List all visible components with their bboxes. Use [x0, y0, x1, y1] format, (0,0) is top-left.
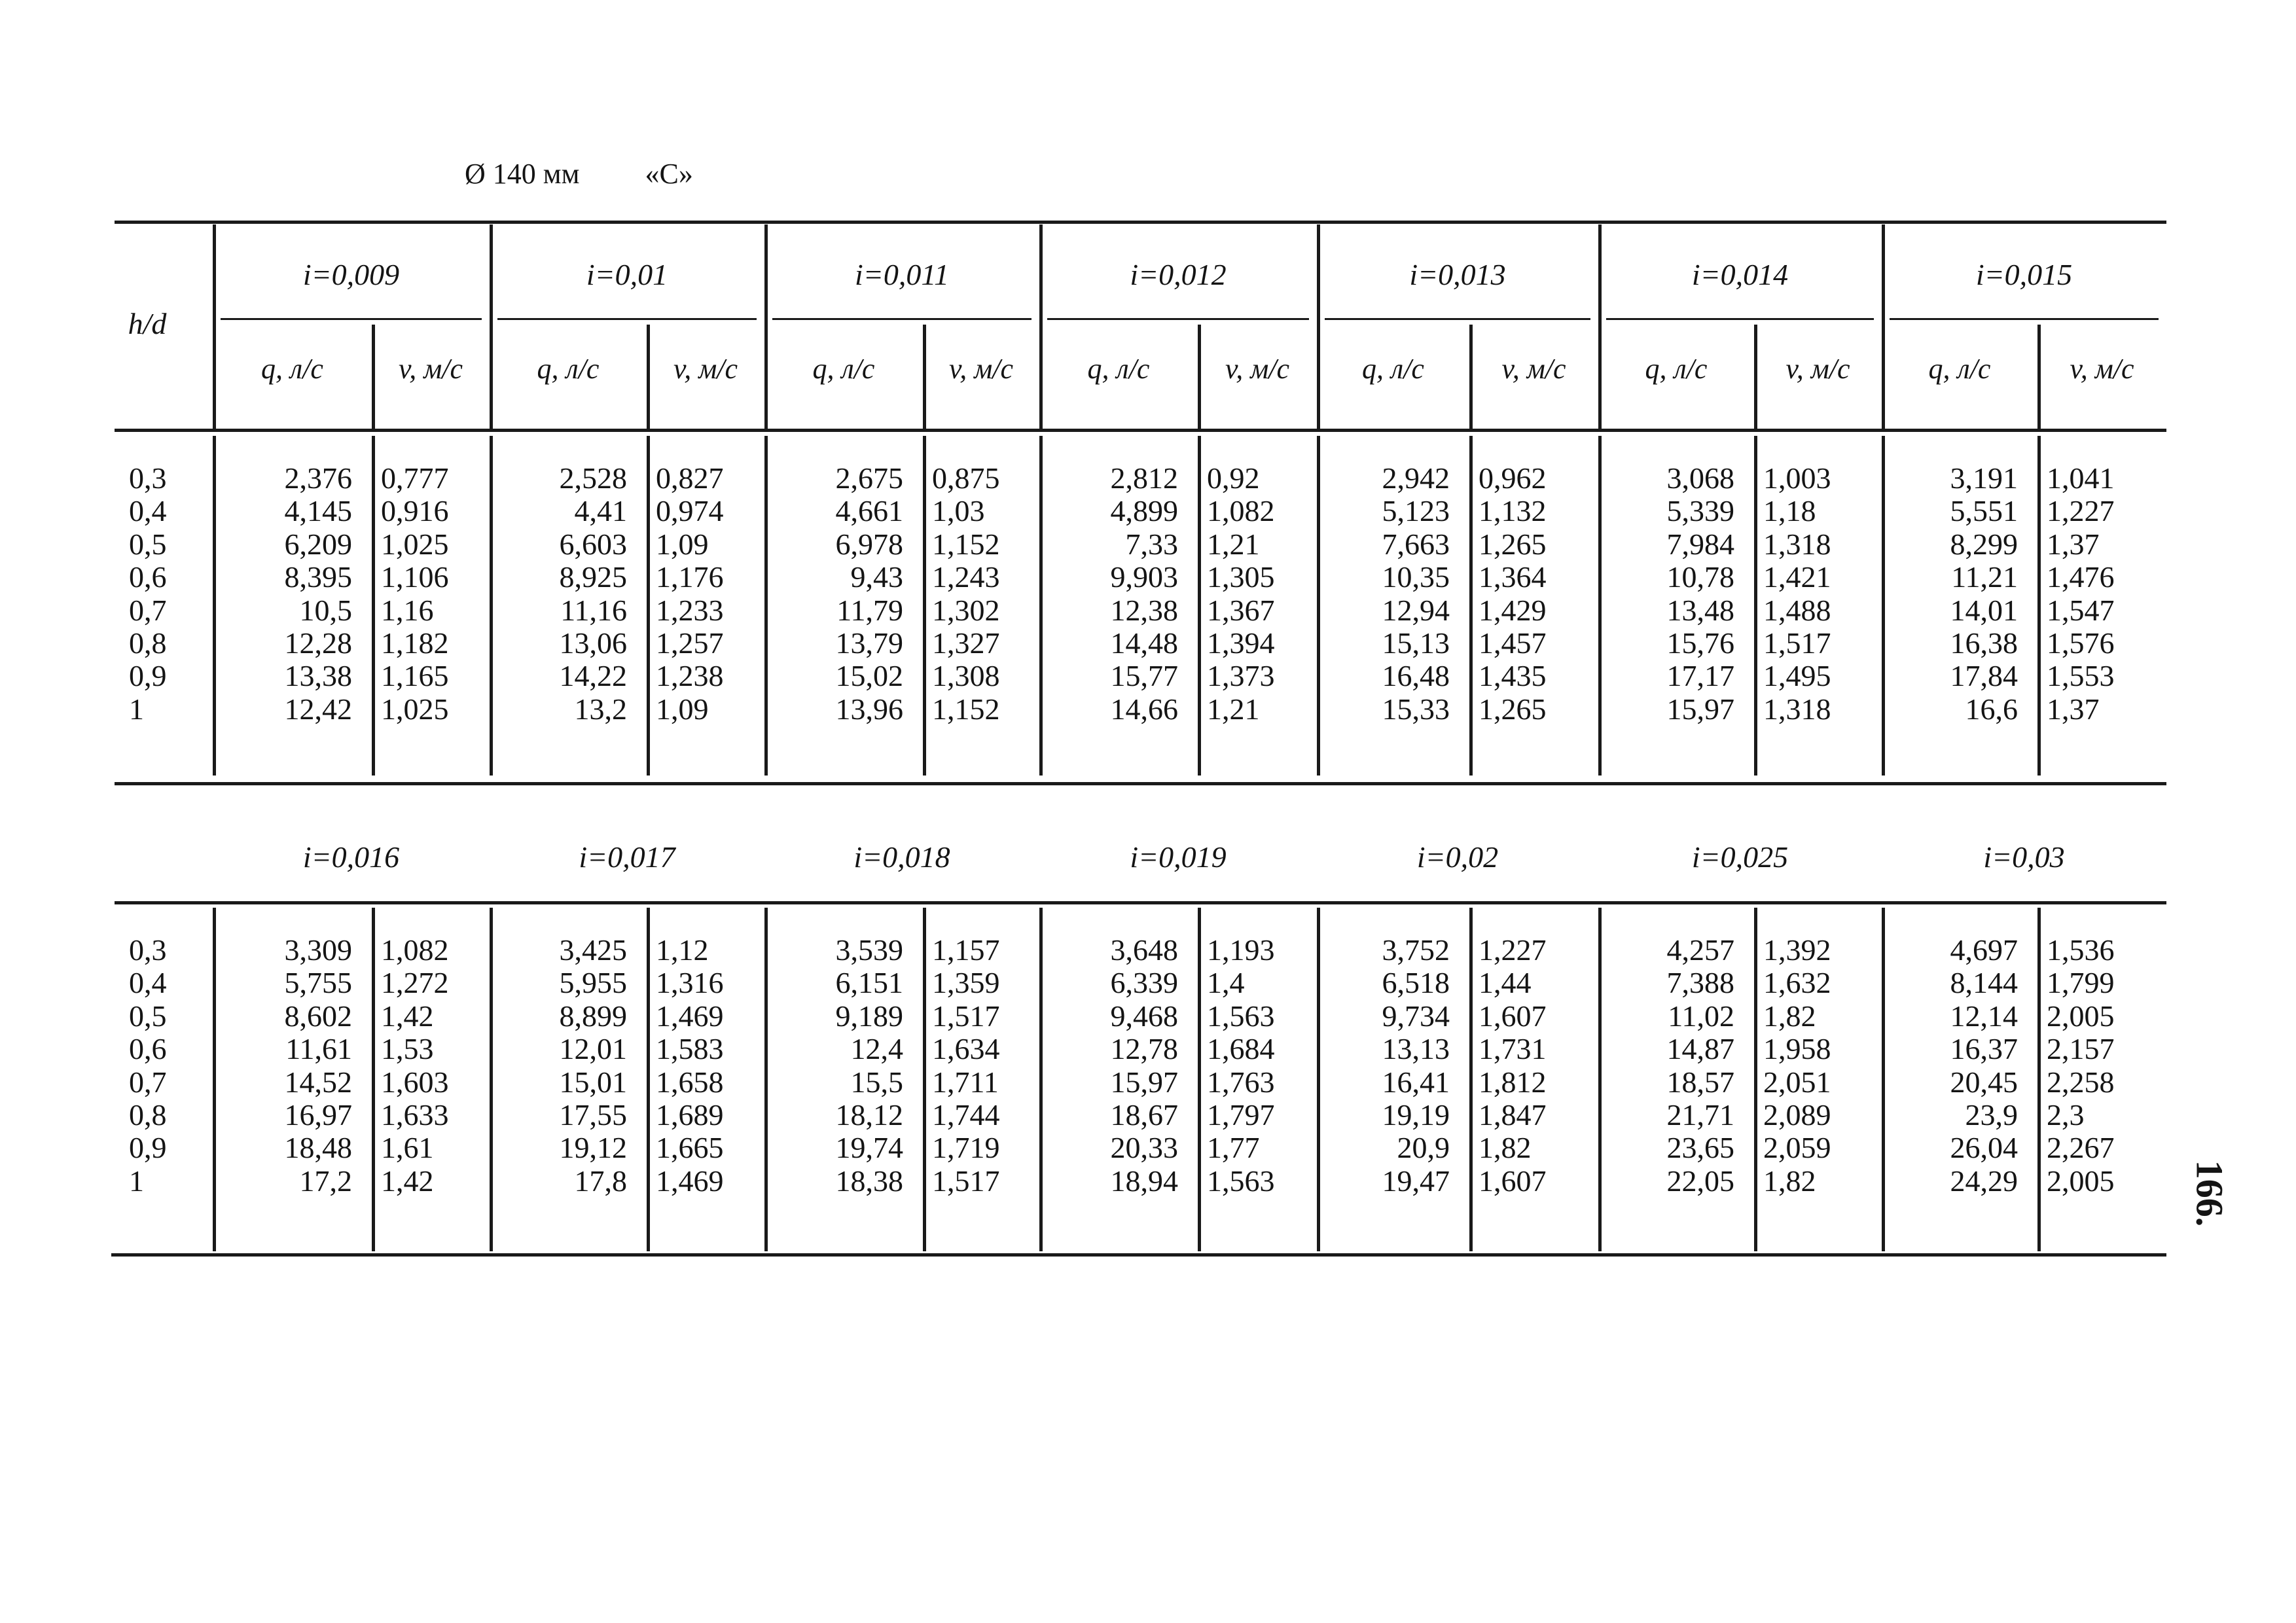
header-subdivider [923, 325, 926, 429]
column-divider [372, 436, 375, 776]
velocity-column: 1,392 1,632 1,82 1,958 2,051 2,089 2,059 1,82 [1763, 933, 1831, 1198]
flow-rate-header: q, л/с [1645, 353, 1708, 385]
flow-rate-column: 3,309 5,755 8,602 11,61 14,52 16,97 18,48 17,2 [284, 933, 352, 1198]
velocity-column: 1,082 1,272 1,42 1,53 1,603 1,633 1,61 1,42 [381, 933, 449, 1198]
velocity-column: 0,777 0,916 1,025 1,106 1,16 1,182 1,165 1,025 [381, 461, 449, 726]
flow-rate-header: q, л/с [1362, 353, 1424, 385]
slope-header: i=0,025 [1691, 840, 1789, 874]
velocity-header: v, м/с [948, 353, 1014, 385]
column-divider [647, 436, 650, 776]
flow-rate-header: q, л/с [1087, 353, 1150, 385]
table-caption [465, 157, 693, 190]
flow-rate-header: q, л/с [261, 353, 323, 385]
column-divider [1198, 436, 1201, 776]
column-divider [213, 436, 216, 776]
top-table-bottom-rule [115, 782, 2166, 785]
header-divider [213, 224, 216, 429]
velocity-column: 1,041 1,227 1,37 1,476 1,547 1,576 1,553 1,37 [2047, 461, 2115, 726]
header-divider [1317, 224, 1320, 429]
velocity-header: v, м/с [1785, 353, 1850, 385]
h-d-column: 0,3 0,4 0,5 0,6 0,7 0,8 0,9 1 [129, 461, 167, 726]
header-subdivider [647, 325, 650, 429]
slope-header: i=0,015 [1975, 258, 2073, 291]
column-divider [923, 908, 926, 1251]
column-divider [1317, 436, 1320, 776]
flow-rate-column: 4,257 7,388 11,02 14,87 18,57 21,71 23,65 22,05 [1666, 933, 1734, 1198]
velocity-column: 1,227 1,44 1,607 1,731 1,812 1,847 1,82 1,607 [1479, 933, 1547, 1198]
slope-header: i=0,02 [1416, 840, 1499, 874]
header-divider [764, 224, 768, 429]
velocity-column: 1,193 1,4 1,563 1,684 1,763 1,797 1,77 1,563 [1207, 933, 1275, 1198]
velocity-column: 0,875 1,03 1,152 1,243 1,302 1,327 1,308 1,152 [932, 461, 1000, 726]
flow-rate-header: q, л/с [537, 353, 600, 385]
velocity-column: 0,962 1,132 1,265 1,364 1,429 1,457 1,435 1,265 [1479, 461, 1547, 726]
header-rule [115, 429, 2166, 432]
header-subdivider [1198, 325, 1201, 429]
column-divider [1598, 908, 1602, 1251]
flow-rate-column: 2,675 4,661 6,978 9,43 11,79 13,79 15,02 13,96 [835, 461, 903, 726]
slope-underline [772, 318, 1031, 320]
header-subdivider [372, 325, 375, 429]
column-divider [213, 908, 216, 1251]
column-divider [490, 908, 493, 1251]
flow-rate-column: 2,528 4,41 6,603 8,925 11,16 13,06 14,22 13,2 [559, 461, 627, 726]
column-divider [1469, 436, 1473, 776]
column-divider [1198, 908, 1201, 1251]
slope-underline [1325, 318, 1590, 320]
slope-header: i=0,016 [302, 840, 400, 874]
column-divider [1754, 908, 1757, 1251]
slope-header: i=0,011 [855, 258, 949, 291]
velocity-header: v, м/с [673, 353, 738, 385]
flow-rate-header: q, л/с [1928, 353, 1991, 385]
bottom-rule [111, 1253, 2166, 1257]
velocity-column: 1,003 1,18 1,318 1,421 1,488 1,517 1,495 1,318 [1763, 461, 1831, 726]
velocity-column: 0,827 0,974 1,09 1,176 1,233 1,257 1,238 1,09 [656, 461, 724, 726]
header-divider [1039, 224, 1043, 429]
slope-underline [1890, 318, 2159, 320]
flow-rate-column: 4,697 8,144 12,14 16,37 20,45 23,9 26,04 24,29 [1950, 933, 2018, 1198]
velocity-column: 1,12 1,316 1,469 1,583 1,658 1,689 1,665 1,469 [656, 933, 724, 1198]
slope-header: i=0,012 [1130, 258, 1227, 291]
column-divider [2037, 908, 2041, 1251]
flow-rate-column: 3,648 6,339 9,468 12,78 15,97 18,67 20,33 18,94 [1110, 933, 1178, 1198]
flow-rate-column: 3,752 6,518 9,734 13,13 16,41 19,19 20,9 19,47 [1382, 933, 1450, 1198]
flow-rate-column: 3,068 5,339 7,984 10,78 13,48 15,76 17,17 15,97 [1666, 461, 1734, 726]
velocity-header: v, м/с [1501, 353, 1566, 385]
column-divider [1754, 436, 1757, 776]
column-divider [764, 908, 768, 1251]
series-mark: «С» [645, 158, 693, 190]
header-divider [490, 224, 493, 429]
velocity-header: v, м/с [1225, 353, 1290, 385]
slope-underline [1606, 318, 1874, 320]
header-subdivider [1754, 325, 1757, 429]
slope-underline [497, 318, 757, 320]
slope-underline [221, 318, 482, 320]
column-divider [1039, 908, 1043, 1251]
flow-rate-column: 2,812 4,899 7,33 9,903 12,38 14,48 15,77 14,66 [1110, 461, 1178, 726]
slope-header: i=0,013 [1409, 258, 1506, 291]
column-divider [490, 436, 493, 776]
header-subdivider [1469, 325, 1473, 429]
velocity-column: 0,92 1,082 1,21 1,305 1,367 1,394 1,373 1,21 [1207, 461, 1275, 726]
velocity-header: v, м/с [2070, 353, 2134, 385]
flow-rate-column: 3,191 5,551 8,299 11,21 14,01 16,38 17,84 16,6 [1950, 461, 2018, 726]
header-divider [1882, 224, 1885, 429]
slope-header: i=0,018 [853, 840, 950, 874]
top-rule [115, 221, 2166, 224]
velocity-column: 1,157 1,359 1,517 1,634 1,711 1,744 1,719 1,517 [932, 933, 1000, 1198]
velocity-column: 1,536 1,799 2,005 2,157 2,258 2,3 2,267 2,005 [2047, 933, 2115, 1198]
page-number: 166. [2188, 1160, 2231, 1227]
header-subdivider [2037, 325, 2041, 429]
column-divider [1882, 436, 1885, 776]
flow-rate-column: 2,942 5,123 7,663 10,35 12,94 15,13 16,48 15,33 [1382, 461, 1450, 726]
column-divider [1039, 436, 1043, 776]
column-divider [2037, 436, 2041, 776]
flow-rate-column: 2,376 4,145 6,209 8,395 10,5 12,28 13,38 12,42 [284, 461, 352, 726]
flow-rate-column: 3,425 5,955 8,899 12,01 15,01 17,55 19,12 17,8 [559, 933, 627, 1198]
pipe-diameter: Ø 140 мм [465, 158, 580, 190]
slope-header: i=0,014 [1691, 258, 1789, 291]
header-divider [1598, 224, 1602, 429]
velocity-header: v, м/с [398, 353, 463, 385]
bottom-header-rule [115, 901, 2166, 904]
corner-header: h/d [128, 307, 167, 340]
column-divider [1317, 908, 1320, 1251]
slope-underline [1047, 318, 1309, 320]
flow-rate-column: 3,539 6,151 9,189 12,4 15,5 18,12 19,74 18,38 [835, 933, 903, 1198]
h-d-column: 0,3 0,4 0,5 0,6 0,7 0,8 0,9 1 [129, 933, 167, 1198]
column-divider [764, 436, 768, 776]
column-divider [1882, 908, 1885, 1251]
column-divider [1598, 436, 1602, 776]
slope-header: i=0,009 [302, 258, 400, 291]
column-divider [647, 908, 650, 1251]
column-divider [1469, 908, 1473, 1251]
slope-header: i=0,01 [586, 258, 668, 291]
slope-header: i=0,019 [1130, 840, 1227, 874]
slope-header: i=0,017 [579, 840, 675, 874]
flow-rate-header: q, л/с [812, 353, 875, 385]
column-divider [923, 436, 926, 776]
slope-header: i=0,03 [1983, 840, 2065, 874]
column-divider [372, 908, 375, 1251]
